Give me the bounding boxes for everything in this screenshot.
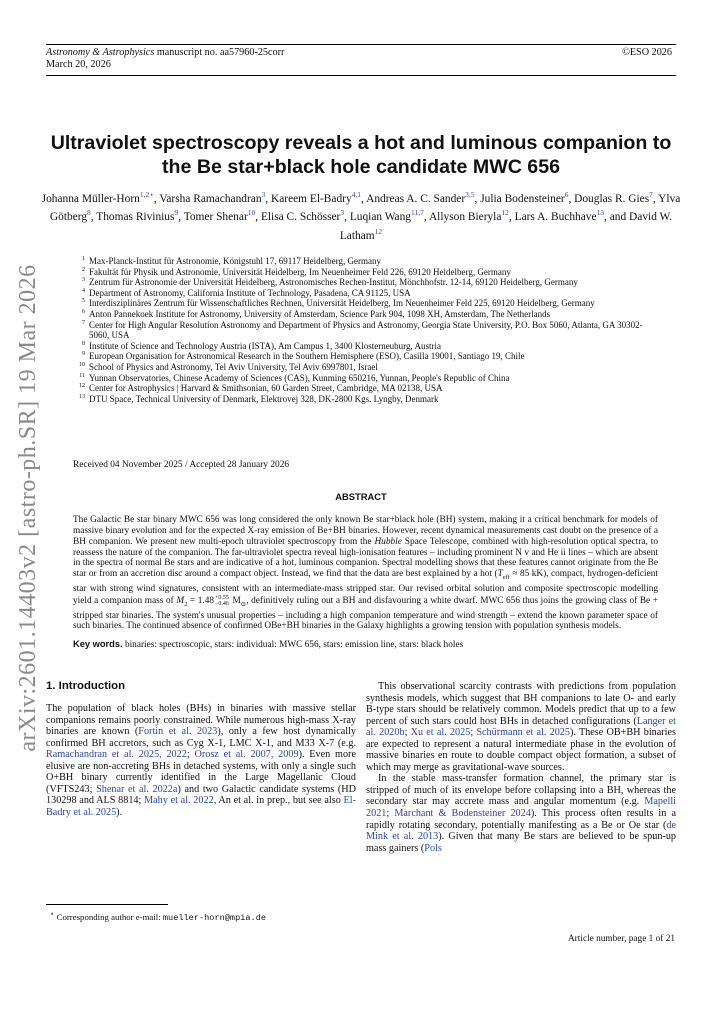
author-affiliation-ref[interactable]: 7	[649, 190, 653, 199]
author-name: Julia Bodensteiner	[480, 192, 565, 205]
citation-link[interactable]: Mahy et al. 2022	[144, 795, 214, 807]
affiliation-text: Max-Planck-Institut für Astronomie, Königstuhl 17, 69117 Heidelberg, Germany	[89, 256, 381, 266]
copyright: ©ESO 2026	[622, 47, 672, 58]
footnote	[50, 910, 266, 923]
m2-error-down: −0.46	[215, 600, 229, 607]
citation-link[interactable]: Marchant & Bodensteiner 2024	[394, 808, 531, 820]
affiliation	[73, 320, 658, 341]
affiliation-number: 2	[82, 266, 85, 273]
author-affiliation-ref[interactable]: 8	[87, 208, 91, 218]
body-text: ). These OB+BH binaries are expected to represent a natural intermediate phase in the evolution of massive binaries en route to double compact object formation, a subset of which may merge as gravitational-wave sources.	[366, 727, 676, 773]
body-text: ). Given that many Be stars are believed to be spun-up mass gainers (	[366, 831, 677, 854]
m2-error-up: +0.55	[215, 594, 229, 601]
affiliation-text: DTU Space, Technical University of Denmark, Elektrovej 328, DK-2800 Kgs. Lyngby, Denmark	[89, 393, 439, 404]
affiliation-number: 11	[79, 372, 85, 379]
body-text: ;	[186, 749, 195, 761]
abstract-part-3: , definitively ruling out a BH and disfavouring a white dwarf. MWC 656 thus joins the growing class of Be + stripped star binaries. The system's unusual properties – including a high companion temperature and wind strength – extend the known parameter space of such binaries. The continued absence of confirmed OBe+BH binaries in the Galaxy highlights a growing tension with population synthesis models.	[73, 595, 659, 632]
affiliation-text: School of Physics and Astronomy, Tel Aviv University, Tel Aviv 6997801, Israel	[89, 361, 378, 372]
keywords-text: binaries: spectroscopic, stars: individual: MWC 656, stars: emission line, stars: black holes	[124, 640, 464, 650]
header-date: March 20, 2026	[46, 59, 111, 70]
affiliation	[73, 383, 658, 394]
citation-link[interactable]: Shenar et al. 2022a	[96, 783, 178, 795]
author-affiliation-ref[interactable]: 12	[374, 226, 383, 236]
affiliation-text: Center for High Angular Resolution Astronomy and Department of Physics and Astronomy, Georgia State University, P.O. Box 5060, Atlanta, GA 30302-5060, USA	[89, 319, 643, 341]
m2-unit: M	[229, 595, 241, 606]
affiliation	[73, 362, 658, 373]
body-text: ;	[470, 727, 477, 739]
affiliation-number: 9	[82, 351, 85, 358]
citation-link[interactable]: Langer et al. 2020b	[366, 715, 676, 739]
body-text: This observational scarcity contrasts with predictions from population synthesis models, which suggest that BH companions to late O- and early B-type stars should be relatively common. Models predict that up to a few percent of such stars could host BHs in detached configurations (	[366, 681, 676, 727]
affiliation-number: 3	[82, 277, 85, 284]
author-affiliation-ref[interactable]: 3,5	[465, 190, 475, 199]
author-affiliation-ref[interactable]: 3	[340, 208, 345, 218]
author-affiliation-ref[interactable]: 13	[596, 208, 605, 218]
citation-link[interactable]: El-Badry et al. 2025	[46, 795, 356, 818]
author-name: Thomas Rivinius	[96, 211, 175, 224]
received-line: Received 04 November 2025 / Accepted 28 January 2026	[73, 460, 290, 470]
affiliation-number: 7	[82, 319, 85, 326]
affiliation-text: Interdisziplinäres Zentrum für Wissenschaftliches Rechnen, Universität Heidelberg, Im Neuenheimer Feld 225, 69120 Heidelberg, Germany	[89, 298, 595, 309]
teff-symbol: T	[497, 569, 503, 580]
page-number: Article number, page 1 of 21	[567, 934, 675, 944]
affiliation-list	[73, 256, 658, 404]
affiliation-number: 5	[82, 298, 85, 305]
author-name: Elisa C. Schösser	[260, 211, 341, 224]
affiliation	[73, 394, 658, 405]
affiliation	[73, 298, 658, 309]
footnote-text: Corresponding author e-mail:	[56, 911, 163, 922]
author-affiliation-ref[interactable]: 3	[261, 190, 266, 199]
affiliation-text: Center for Astrophysics | Harvard & Smithsonian, 60 Garden Street, Cambridge, MA 02138, USA	[89, 383, 443, 394]
affiliation-number: 12	[79, 383, 85, 390]
abstract-heading: ABSTRACT	[335, 491, 387, 502]
body-text: ;	[386, 808, 395, 820]
affiliation-number: 10	[79, 361, 85, 368]
teff-value: ≈ 85 kK), compact, hydrogen-deficient star with strong wind signatures, consistent with an intermediate-mass stripped star. Our revised orbital solution and composite spectroscopic modelling yield a companion mass of	[73, 569, 658, 606]
affiliation-number: 6	[82, 308, 85, 315]
journal-name: Astronomy & Astrophysics	[46, 47, 155, 58]
right-column	[366, 681, 676, 854]
author-name: David W. Latham	[339, 211, 673, 242]
affiliation-number: 4	[82, 287, 85, 294]
affiliation-text: Fakultät für Physik und Astronomie, Universität Heidelberg, Im Neuenheimer Feld 226, 69120 Heidelberg, Germany	[89, 266, 511, 277]
body-text: ), only a few host dynamically confirmed BH accretors, such as Cyg X-1, LMC X-1, and M33 X-7 (e.g.	[46, 726, 356, 749]
body-text: , An et al. in prep., but see also	[213, 795, 344, 807]
affiliation	[73, 341, 658, 352]
author-name: Allyson Bieryla	[428, 211, 502, 224]
author-list: Johanna Müller-Horn$^{1,2⋆}$, Varsha Ramachandran$^3$, Kareem El-Badry$^{4,1}$, Andreas A. C. Sander$^{3,5}$, Julia Bodensteiner$^6$, Douglas R. Gies$^7$, Ylva Götberg$^8$, Thomas Rivinius$^9$, Tomer Shenar$^{10}$, Elisa C. Schösser$^3$, Luqian Wang$^{11,7}$, Allyson Bieryla$^{12}$, Lars A. Buchhave$^{13}$, and David W. Latham$^{12}$	[41, 190, 681, 242]
citation-link[interactable]: de Mink et al. 2013	[366, 819, 676, 843]
affiliation	[73, 277, 658, 288]
citation-link[interactable]: Orosz et al. 2007, 2009	[194, 749, 299, 761]
body-text: ). Even more elusive are non-accreting BHs in detached systems, with only a single such O+BH binary currently identified in the Large Magellanic Cloud (VFTS243;	[46, 749, 356, 795]
body-text: The population of black holes (BHs) in binaries with massive stellar companions remains poorly constrained. While numerous high-mass X-ray binaries are known (	[46, 703, 356, 738]
abstract-part-2: Space Telescope, combined with high-resolution optical spectra, to reassess the nature of the companion. The far-ultraviolet spectra reveal high-ionisation features – including prominent N v and He ii lines – which are absent in the spectra of normal Be stars and are indicative of a hot, luminous companion. Spectral modelling shows that these features cannot originate from the Be star or from an accretion disc around a compact object. Instead, we find that the data are best explained by a hot (	[73, 536, 658, 580]
body-text: In the stable mass-transfer formation channel, the primary star is stripped of much of its envelope before collapsing into a BH, whereas the secondary star may accrete mass and angular momentum (e.g.	[366, 773, 676, 808]
keywords	[73, 639, 658, 650]
keywords-label: Key words.	[73, 639, 123, 649]
citation-link[interactable]: Pols	[424, 842, 442, 854]
intro-paragraph-2	[366, 681, 676, 773]
title-line-2: the Be star+black hole candidate MWC 656	[162, 156, 560, 178]
author-affiliation-ref[interactable]: 6	[564, 190, 569, 199]
m2-errors	[215, 595, 229, 607]
author-affiliation-ref[interactable]: 9	[174, 208, 179, 218]
teff-subscript: eff	[502, 574, 510, 582]
affiliation-text: Department of Astronomy, California Institute of Technology, Pasadena, CA 91125, USA	[89, 287, 411, 298]
affiliation-text: Institute of Science and Technology Austria (ISTA), Am Campus 1, 3400 Klosterneuburg, Austria	[89, 340, 442, 351]
author-affiliation-ref[interactable]: 4,1	[351, 190, 362, 199]
author-name: Lars A. Buchhave	[514, 211, 597, 224]
body-text: ).	[116, 806, 123, 818]
author-name: Ylva Götberg	[49, 192, 681, 224]
affiliation-number: 8	[82, 340, 85, 347]
author-affiliation-ref[interactable]: 10	[247, 208, 256, 218]
author-name: Varsha Ramachandran	[159, 192, 262, 205]
title-line-1: Ultraviolet spectroscopy reveals a hot and luminous companion to	[50, 132, 672, 154]
affiliation-text: European Organisation for Astronomical Research in the Southern Hemisphere (ESO), Casilla 19001, Santiago 19, Chile	[89, 351, 525, 362]
affiliation	[73, 288, 658, 299]
arxiv-stamp[interactable]: arXiv:2601.14403v2 [astro-ph.SR] 19 Mar 2026	[15, 264, 41, 752]
journal-line	[46, 47, 676, 59]
solar-subscript: ⊙	[240, 600, 247, 608]
body-text: ) and two Galactic candidate systems (HD 130298 and ALS 8814;	[46, 783, 357, 807]
affiliation-text: Yunnan Observatories, Chinese Academy of Sciences (CAS), Kunming 650216, Yunnan, People's Republic of China	[89, 372, 510, 383]
affiliation	[73, 351, 658, 362]
abstract-part-1: The Galactic Be star binary MWC 656 was long considered the only known Be star+black hole (BH) system, making it a critical benchmark for models of massive binary evolution and for the expected X-ray emission of Be+BH binaries. However, recent dynamical measurements cast doubt on the presence of a BH companion. We present new multi-epoch ultraviolet spectroscopy from the	[73, 515, 658, 547]
author-name: Kareem El-Badry	[271, 192, 352, 205]
author-affiliation-ref[interactable]: 1,2	[139, 190, 150, 199]
paper-title	[40, 131, 682, 179]
affiliation	[73, 309, 658, 320]
affiliation-number: 1	[82, 256, 85, 262]
affiliation	[73, 373, 658, 384]
author-affiliation-ref[interactable]: 12	[501, 208, 509, 218]
author-name: Tomer Shenar	[183, 211, 248, 224]
affiliation	[73, 267, 658, 278]
section-heading: 1. Introduction	[46, 680, 126, 692]
intro-paragraph-3	[366, 773, 676, 854]
m2-symbol: M	[176, 595, 185, 606]
author-affiliation-ref[interactable]: 11,7	[411, 208, 424, 218]
abstract-hubble: Hubble	[374, 536, 402, 547]
footnote-mark: ⋆	[50, 910, 55, 918]
running-header	[46, 44, 676, 76]
citation-link[interactable]: Mapelli 2021	[366, 796, 676, 820]
manuscript-number: manuscript no. aa57960-25corr	[156, 47, 285, 58]
citation-link[interactable]: Fortin et al. 2023	[138, 726, 218, 738]
author-name: Johanna Müller-Horn	[41, 192, 140, 205]
author-name: Luqian Wang	[349, 211, 412, 224]
corresponding-author-mark[interactable]: ⋆	[149, 190, 154, 199]
author-name: Andreas A. C. Sander	[366, 192, 466, 205]
affiliation-number: 13	[79, 393, 85, 400]
m2-value: = 1.48	[187, 595, 215, 606]
citation-link[interactable]: Ramachandran et al. 2025, 2022	[46, 749, 187, 761]
left-column	[46, 703, 356, 818]
affiliation-text: Zentrum für Astronomie der Universität Heidelberg, Astronomisches Rechen-Institut, Mönchhofstr. 12-14, 69120 Heidelberg, Germany	[89, 277, 578, 288]
affiliation-text: Anton Pannekoek Institute for Astronomy, University of Amsterdam, Science Park 904, 1098 XH, Amsterdam, The Netherlands	[89, 308, 551, 319]
abstract-body	[73, 515, 658, 632]
citation-link[interactable]: Xu et al. 2025	[410, 727, 471, 739]
footnote-rule	[46, 904, 168, 905]
body-text: ). This process often results in a rapidly rotating secondary, potentially manifesting as a Be or Oe star (	[366, 808, 676, 831]
footnote-email[interactable]: mueller-horn@mpia.de	[162, 912, 267, 923]
author-name: Douglas R. Gies	[574, 192, 650, 205]
body-text: ;	[404, 727, 411, 739]
intro-paragraph-1	[46, 703, 356, 818]
affiliation	[73, 256, 658, 267]
citation-link[interactable]: Schürmann et al. 2025	[476, 727, 570, 739]
m2-subscript: 2	[184, 600, 188, 608]
